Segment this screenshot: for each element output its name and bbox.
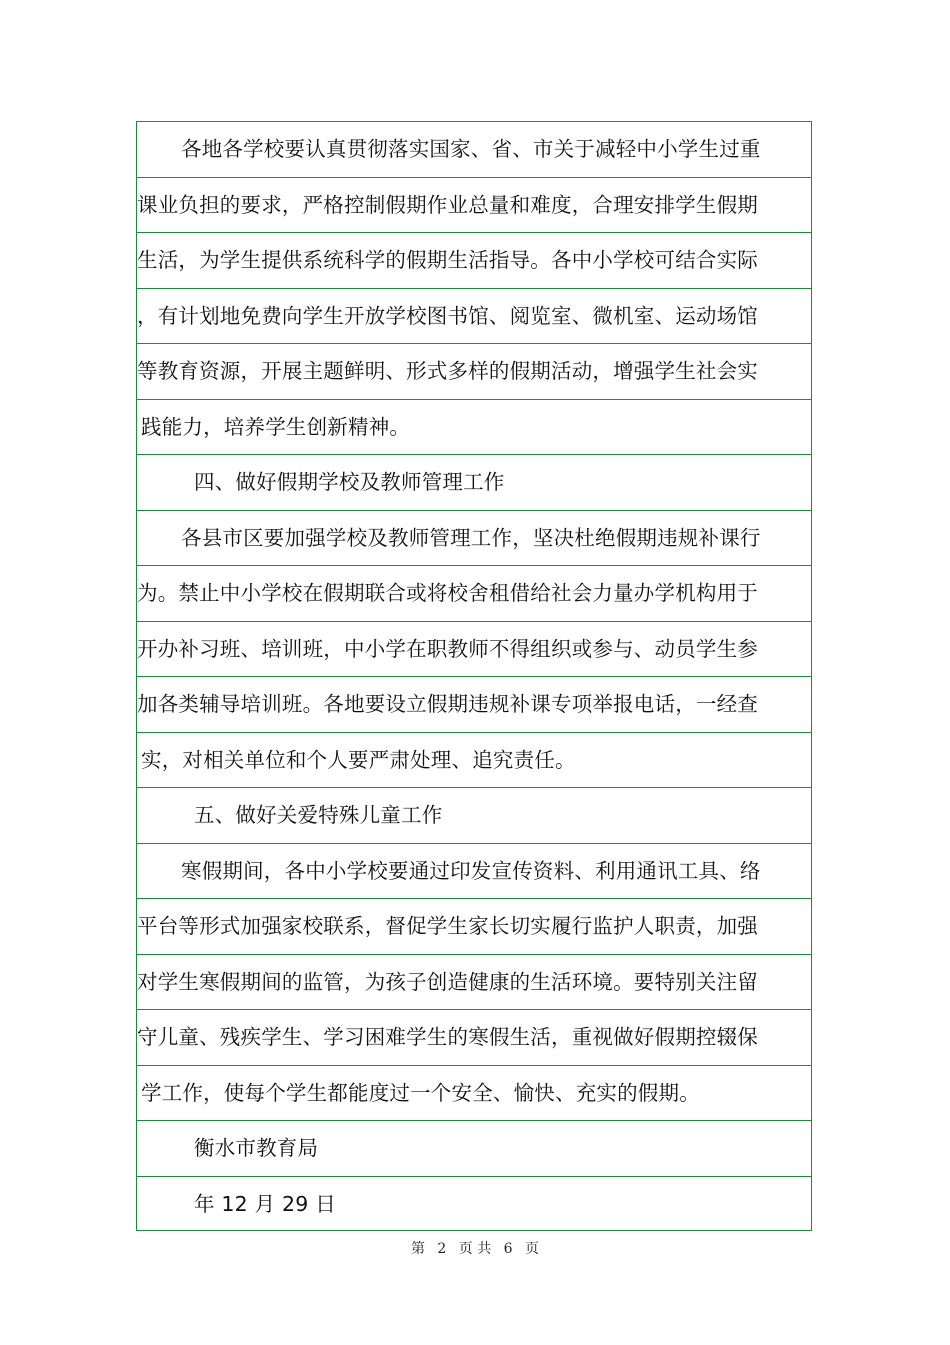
page-label-middle: 页 共 bbox=[458, 1241, 492, 1257]
document-frame bbox=[136, 121, 812, 1231]
text-line: 加各类辅导培训班。各地要设立假期违规补课专项举报电话，一经查 bbox=[137, 692, 758, 716]
text-row bbox=[137, 844, 811, 900]
text-line: 学工作，使每个学生都能度过一个安全、愉快、充实的假期。 bbox=[141, 1080, 700, 1105]
text-row bbox=[137, 1066, 811, 1122]
page-label-suffix: 页 bbox=[525, 1241, 540, 1257]
text-line: 年 12 月 29 日 bbox=[194, 1192, 336, 1216]
text-row bbox=[137, 955, 811, 1011]
text-line: 各县市区要加强学校及教师管理工作，坚决杜绝假期违规补课行 bbox=[181, 525, 761, 550]
text-row bbox=[137, 622, 811, 678]
text-line: 开办补习班、培训班，中小学在职教师不得组织或参与、动员学生参 bbox=[137, 636, 758, 661]
text-line: 践能力，培养学生创新精神。 bbox=[141, 414, 411, 439]
text-line: 课业负担的要求，严格控制假期作业总量和难度，合理安排学生假期 bbox=[137, 192, 758, 217]
text-row bbox=[137, 178, 811, 234]
text-line: 等教育资源，开展主题鲜明、形式多样的假期活动，增强学生社会实 bbox=[137, 359, 758, 383]
text-row bbox=[137, 122, 811, 178]
page-current: 2 bbox=[437, 1241, 447, 1257]
text-row bbox=[137, 1121, 811, 1177]
text-row bbox=[137, 788, 811, 844]
text-line: 为。禁止中小学校在假期联合或将校舍租借给社会力量办学机构用于 bbox=[137, 581, 758, 605]
text-line: 守儿童、残疾学生、学习困难学生的寒假生活，重视做好假期控辍保 bbox=[137, 1025, 758, 1049]
text-row bbox=[137, 1010, 811, 1066]
page-label-prefix: 第 bbox=[410, 1241, 425, 1257]
text-line: ，有计划地免费向学生开放学校图书馆、阅览室、微机室、运动场馆 bbox=[137, 303, 758, 328]
text-row bbox=[137, 899, 811, 955]
text-row bbox=[137, 1177, 811, 1233]
text-row bbox=[137, 289, 811, 345]
text-row bbox=[137, 511, 811, 567]
text-line: 生活，为学生提供系统科学的假期生活指导。各中小学校可结合实际 bbox=[137, 248, 758, 272]
text-line: 各地各学校要认真贯彻落实国家、省、市关于减轻中小学生过重 bbox=[181, 137, 761, 161]
text-line: 衡水市教育局 bbox=[194, 1136, 319, 1160]
text-row bbox=[137, 400, 811, 456]
text-row bbox=[137, 233, 811, 289]
page-footer bbox=[0, 1238, 950, 1258]
text-row bbox=[137, 566, 811, 622]
text-row bbox=[137, 733, 811, 789]
text-line: 对学生寒假期间的监管，为孩子创造健康的生活环境。要特别关注留 bbox=[137, 969, 758, 994]
page-total: 6 bbox=[503, 1241, 513, 1257]
text-row bbox=[137, 677, 811, 733]
text-line: 五、做好关爱特殊儿童工作 bbox=[194, 803, 443, 827]
text-row bbox=[137, 455, 811, 511]
text-line: 四、做好假期学校及教师管理工作 bbox=[194, 470, 505, 494]
text-line: 实，对相关单位和个人要严肃处理、追究责任。 bbox=[141, 747, 576, 772]
text-line: 平台等形式加强家校联系，督促学生家长切实履行监护人职责，加强 bbox=[137, 914, 758, 938]
text-line: 寒假期间，各中小学校要通过印发宣传资料、利用通讯工具、络 bbox=[181, 858, 761, 883]
text-row bbox=[137, 344, 811, 400]
